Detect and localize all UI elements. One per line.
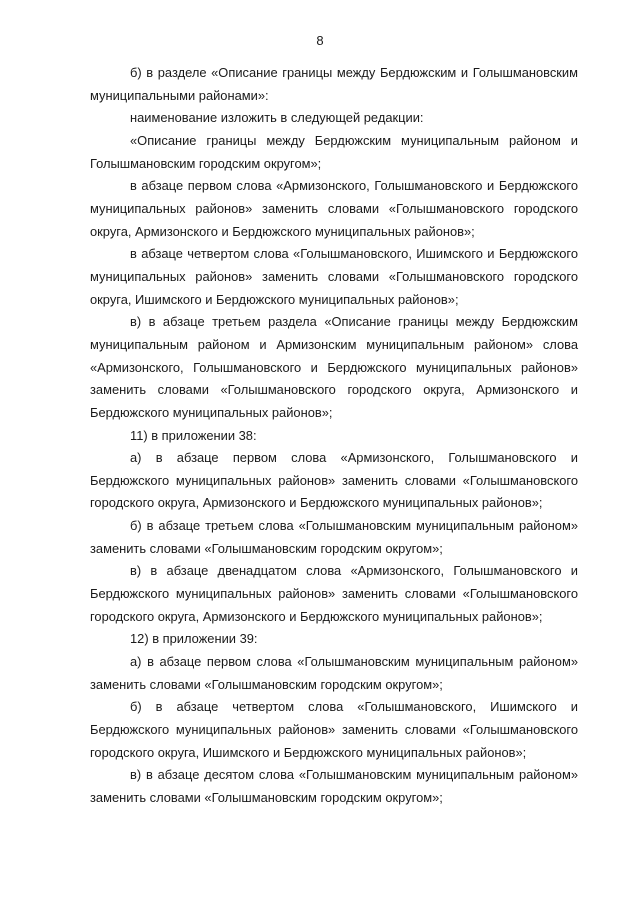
paragraph: 11) в приложении 38:	[130, 427, 257, 443]
paragraph: б) в абзаце третьем слова «Голышмановским муниципальным районом» заменить словами «Голышмановским городским округом»;	[90, 518, 578, 556]
paragraph: в) в абзаце десятом слова «Голышмановским муниципальным районом» заменить словами «Голышмановским городским округом»;	[90, 767, 578, 805]
document-body	[90, 62, 578, 810]
paragraph: в абзаце четвертом слова «Голышмановского, Ишимского и Бердюжского муниципальных районов» заменить словами «Голышмановского городского округа, Ишимского и Бердюжского муниципальных районов»;	[90, 246, 578, 307]
paragraph: 12) в приложении 39:	[130, 631, 258, 647]
paragraph: а) в абзаце первом слова «Голышмановским муниципальным районом» заменить словами «Голышмановским городским округом»;	[90, 654, 578, 692]
paragraph: в) в абзаце третьем раздела «Описание границы между Бердюжским муниципальным районом и Армизонским муниципальным районом» слова «Армизонского, Голышмановского и Бердюжского муниципальных районов» заменить словами «Голышмановского городского округа, Армизонского и Бердюжского муниципальных районов»;	[90, 314, 578, 420]
paragraph: «Описание границы между Бердюжским муниципальным районом и Голышмановским городским округом»;	[90, 132, 578, 171]
paragraph: а) в абзаце первом слова «Армизонского, Голышмановского и Бердюжского муниципальных районов» заменить словами «Голышмановского городского округа, Армизонского и Бердюжского муниципальных районов»;	[90, 450, 578, 511]
page-number: 8	[316, 33, 324, 48]
paragraph: б) в разделе «Описание границы между Бердюжским и Голышмановским муниципальными районами»:	[90, 65, 578, 103]
paragraph: в абзаце первом слова «Армизонского, Голышмановского и Бердюжского муниципальных районов» заменить словами «Голышмановского городского округа, Армизонского и Бердюжского муниципальных районов»;	[90, 178, 578, 239]
paragraph: наименование изложить в следующей редакции:	[130, 110, 424, 126]
paragraph: б) в абзаце четвертом слова «Голышмановского, Ишимского и Бердюжского муниципальных районов» заменить словами «Голышмановского городского округа, Ишимского и Бердюжского муниципальных районов»;	[90, 699, 578, 760]
paragraph: в) в абзаце двенадцатом слова «Армизонского, Голышмановского и Бердюжского муниципальных районов» заменить словами «Голышмановского городского округа, Армизонского и Бердюжского муниципальных районов»;	[90, 563, 578, 624]
